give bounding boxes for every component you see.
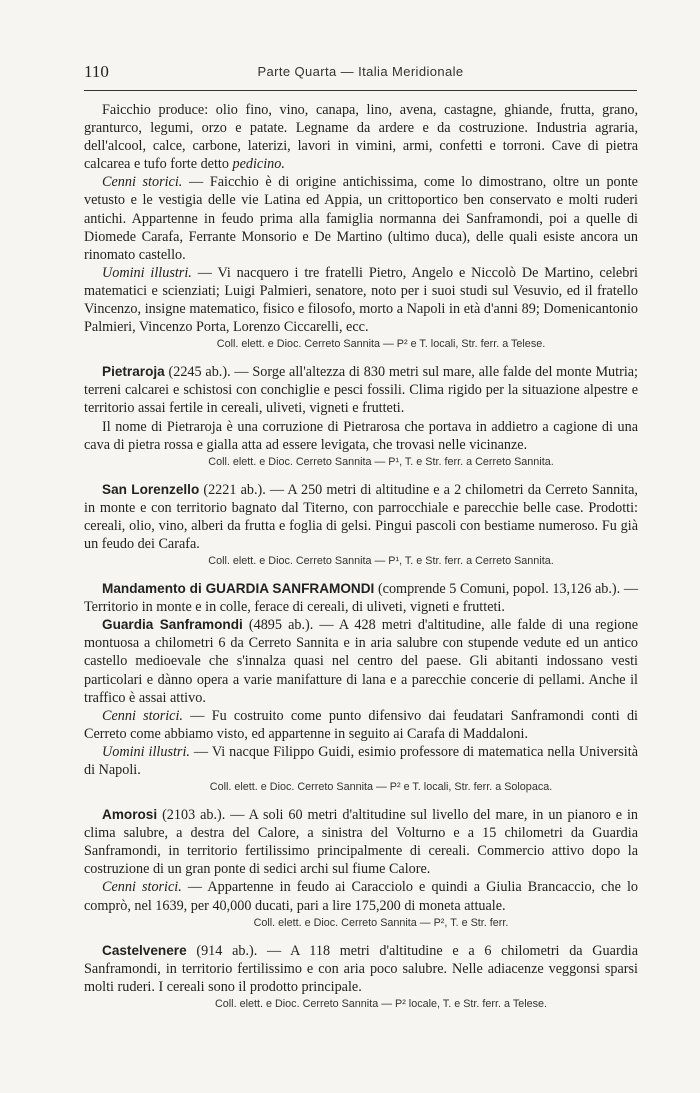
guardia-history: Cenni storici. — Fu costruito come punto difensivo dai feudatari Sanframondi conti di Cerreto come abbiamo visto, ed appartenne in seguito ai Carafa di Maddaloni.: [84, 707, 638, 742]
page-header: [84, 62, 637, 84]
page-number: 110: [84, 62, 109, 81]
header-rule: [84, 90, 637, 91]
castelvenere-reference: Coll. elett. e Dioc. Cerreto Sannita — P² locale, T. e Str. ferr. a Telese.: [214, 997, 548, 1010]
mandamento-entry: Mandamento di GUARDIA SANFRAMONDI (comprende 5 Comuni, popol. 13,126 ab.). — Territorio in monte e in colle, ferace di cereali, di uliveti, vigneti e frutteti.: [84, 581, 639, 616]
running-title: Parte Quarta — Italia Meridionale: [257, 64, 464, 79]
amorosi-reference: Coll. elett. e Dioc. Cerreto Sannita — P², T. e Str. ferr.: [253, 916, 509, 929]
castelvenere-entry: Castelvenere (914 ab.). — A 118 metri d'altitudine e a 6 chilometri da Guardia Sanframondi, in territorio fertilissimo e con aria poco salubre. Nelle adiacenze veggonsi sparsi molti ruderi. I cereali sono il prodotto principale.: [84, 942, 638, 995]
faicchio-reference: Coll. elett. e Dioc. Cerreto Sannita — P² e T. locali, Str. ferr. a Telese.: [216, 338, 546, 351]
page-body: [84, 101, 638, 1013]
san-lorenzello-entry: San Lorenzello (2221 ab.). — A 250 metri di altitudine e a 2 chilometri da Cerreto Sannita, in monte e con territorio bagnato dal Titerno, con parrocchiale e parecchie belle case. Prodotti: cereali, olio, vino, alberi da frutta e foglia di gelsi. Pingui pascoli con bestiame numeroso. Fu già un feudo dei Carafa.: [84, 481, 638, 552]
faicchio-notables: Uomini illustri. — Vi nacquero i tre fratelli Pietro, Angelo e Niccolò De Martino, celebri matematici e scienziati; Luigi Palmieri, senatore, noto per i suoi studi sul Vesuvio, ed il fratello Vincenzo, insigne matematico, fisico e filosofo, morto a Napoli in età d'anni 89; Domenicantonio Palmieri, Vincenzo Porta, Lorenzo Ciccarelli, ecc.: [84, 264, 638, 336]
pietraroja-reference: Coll. elett. e Dioc. Cerreto Sannita — P¹, T. e Str. ferr. a Cerreto Sannita.: [208, 455, 554, 468]
amorosi-entry: Amorosi (2103 ab.). — A soli 60 metri d'altitudine sul livello del mare, in un pianoro e in clima salubre, a destra del Calore, a sinistra del Volturno e a 15 chilometri da Guardia Sanframondi, in territorio fertilissimo principalmente di cereali. Commercio attivo dopo la costruzione di un gran ponte di sedici archi sul fiume Calore.: [84, 807, 638, 878]
guardia-entry: Guardia Sanframondi (4895 ab.). — A 428 metri d'altitudine, alle falde di una regione montuosa a chilometri 6 da Cerreto Sannita e in aria salubre con stupende vedute ed un antico castello medioevale che s'innalza quasi nel centro del paese. Gli abitanti indossano vesti particolari e dànno opera a varie manifatture di lana e a parecchie concerie di pellami. Anche il traffico è assai attivo.: [84, 617, 638, 706]
guardia-reference: Coll. elett. e Dioc. Cerreto Sannita — P² e T. locali, Str. ferr. a Solopaca.: [209, 781, 553, 794]
guardia-notables: Uomini illustri. — Vi nacque Filippo Guidi, esimio professore di matematica nella Università di Napoli.: [84, 743, 638, 778]
pietraroja-entry: Pietraroja (2245 ab.). — Sorge all'altezza di 830 metri sul mare, alle falde del monte Mutria; terreni calcarei e schistosi con conchiglie e pesci fossili. Clima rigido per la situazione alpestre e territorio assai fertile in cereali, uliveti, vigneti e frutteti.: [84, 364, 638, 417]
faicchio-history: Cenni storici. — Faicchio è di origine antichissima, come lo dimostrano, oltre un ponte vetusto e le vestigia delle vie Latina ed Appia, un crittoportico ben conservato e molti ruderi antichi. Appartenne in feudo prima alla famiglia normanna dei Sanframondi, poi a quelle di Diomede Carafa, Ferrante Monsorio e De Martino (ultimo duca), delle quali esiste ancora un rinomato castello.: [84, 174, 638, 263]
pietraroja-name-origin: Il nome di Pietraroja è una corruzione di Pietrarosa che portava in addietro a cagione di una cava di pietra rossa e gialla atta ad essere levigata, che trovasi nelle vicinanze.: [84, 418, 638, 453]
amorosi-history: Cenni storici. — Appartenne in feudo ai Caracciolo e quindi a Giulia Brancaccio, che lo comprò, nel 1639, per 40,000 ducati, pari a lire 175,200 di moneta attuale.: [84, 879, 638, 914]
faicchio-products: Faicchio produce: olio fino, vino, canapa, lino, avena, castagne, ghiande, frutta, grano, granturco, legumi, orzo e patate. Legname da ardere e da costruzione. Industria agraria, dell'alcool, calce, carbone, laterizi, lavori in vimini, armi, confetti e torroni. Cave di pietra calcarea e tufo forte detto pedicino.: [84, 102, 638, 173]
san-lorenzello-reference: Coll. elett. e Dioc. Cerreto Sannita — P¹, T. e Str. ferr. a Cerreto Sannita.: [208, 555, 554, 568]
